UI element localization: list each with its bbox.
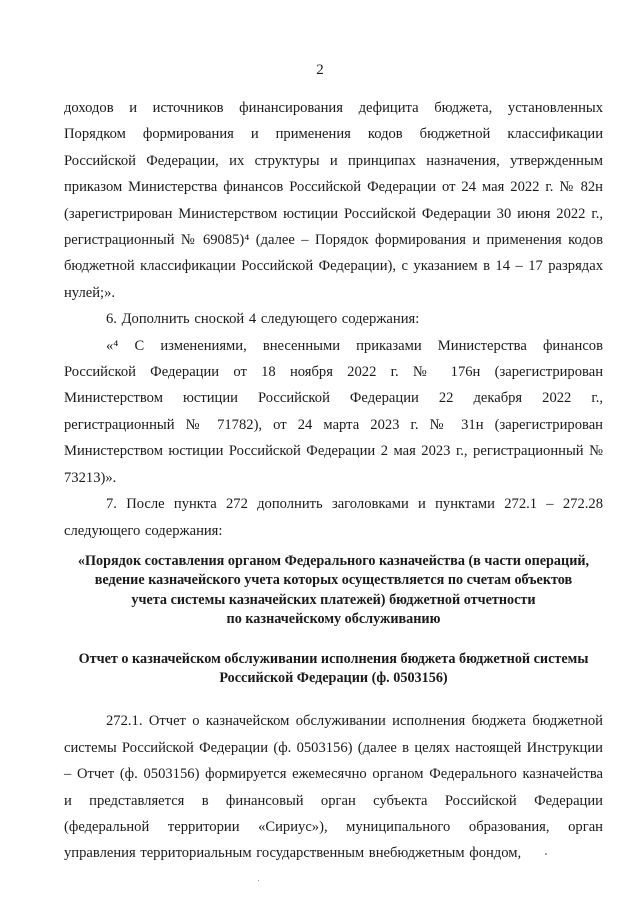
report-heading-line: Российской Федерации (ф. 0503156) bbox=[219, 669, 448, 686]
section-heading-line: ведение казначейского учета которых осуществляется по счетам объектов bbox=[94, 572, 573, 589]
section-heading-line: по казначейскому обслуживанию bbox=[226, 611, 441, 628]
paragraph-item-6: 6. Дополнить сноской 4 следующего содержания: bbox=[106, 311, 420, 328]
document-body bbox=[64, 95, 603, 867]
section-heading-line: «Порядок составления органом Федерального казначейства (в части операций, bbox=[77, 552, 590, 569]
report-heading-line: Отчет о казначейском обслуживании исполнения бюджета бюджетной системы bbox=[78, 650, 589, 667]
paragraph-item-7: 7. После пункта 272 дополнить заголовками и пунктами 272.1 – 272.28 следующего содержания: bbox=[64, 496, 603, 539]
paragraph-footnote-4: «⁴ С изменениями, внесенными приказами Министерства финансов Российской Федерации от 18 ноября 2022 г. № 176н (зарегистрирован Министерством юстиции Российской Федерации 22 декабря 2022 г., регистрационный № 71782), от 24 марта 2023 г. № 31н (зарегистрирован Министерством юстиции Российской Федерации 2 мая 2023 г., регистрационный № 73213)». bbox=[64, 337, 603, 486]
section-heading-report bbox=[64, 650, 603, 689]
page-number: 2 bbox=[316, 62, 324, 78]
paragraph-budget-codes: доходов и источников финансирования дефицита бюджета, установленных Порядком формирования и применения кодов бюджетной классификации Российской Федерации, их структуры и принципах назначения, утвержденным приказом Министерства финансов Российской Федерации от 24 мая 2022 г. № 82н (зарегистрирован Министерством юстиции Российской Федерации 30 июня 2022 г., регистрационный № 69085)⁴ (далее – Порядок формирования и применения кодов бюджетной классификации Российской Федерации), с указанием в 14 – 17 разрядах нулей;». bbox=[64, 100, 603, 301]
paragraph-272-1: 272.1. Отчет о казначейском обслуживании исполнения бюджета бюджетной системы Российской Федерации (ф. 0503156) (далее в целях настоящей Инструкции – Отчет (ф. 0503156) формируется ежемесячно органом Федерального казначейства и представляется в финансовый орган субъекта Российской Федерации (федеральной территории «Сириус»), муниципального образования, орган управления территориальным государственным внебюджетным фондом, bbox=[64, 713, 603, 862]
scan-speck bbox=[545, 853, 547, 855]
section-heading-procedure bbox=[64, 552, 603, 630]
section-heading-line: учета системы казначейских платежей) бюджетной отчетности bbox=[131, 591, 536, 608]
scan-speck bbox=[258, 880, 259, 881]
